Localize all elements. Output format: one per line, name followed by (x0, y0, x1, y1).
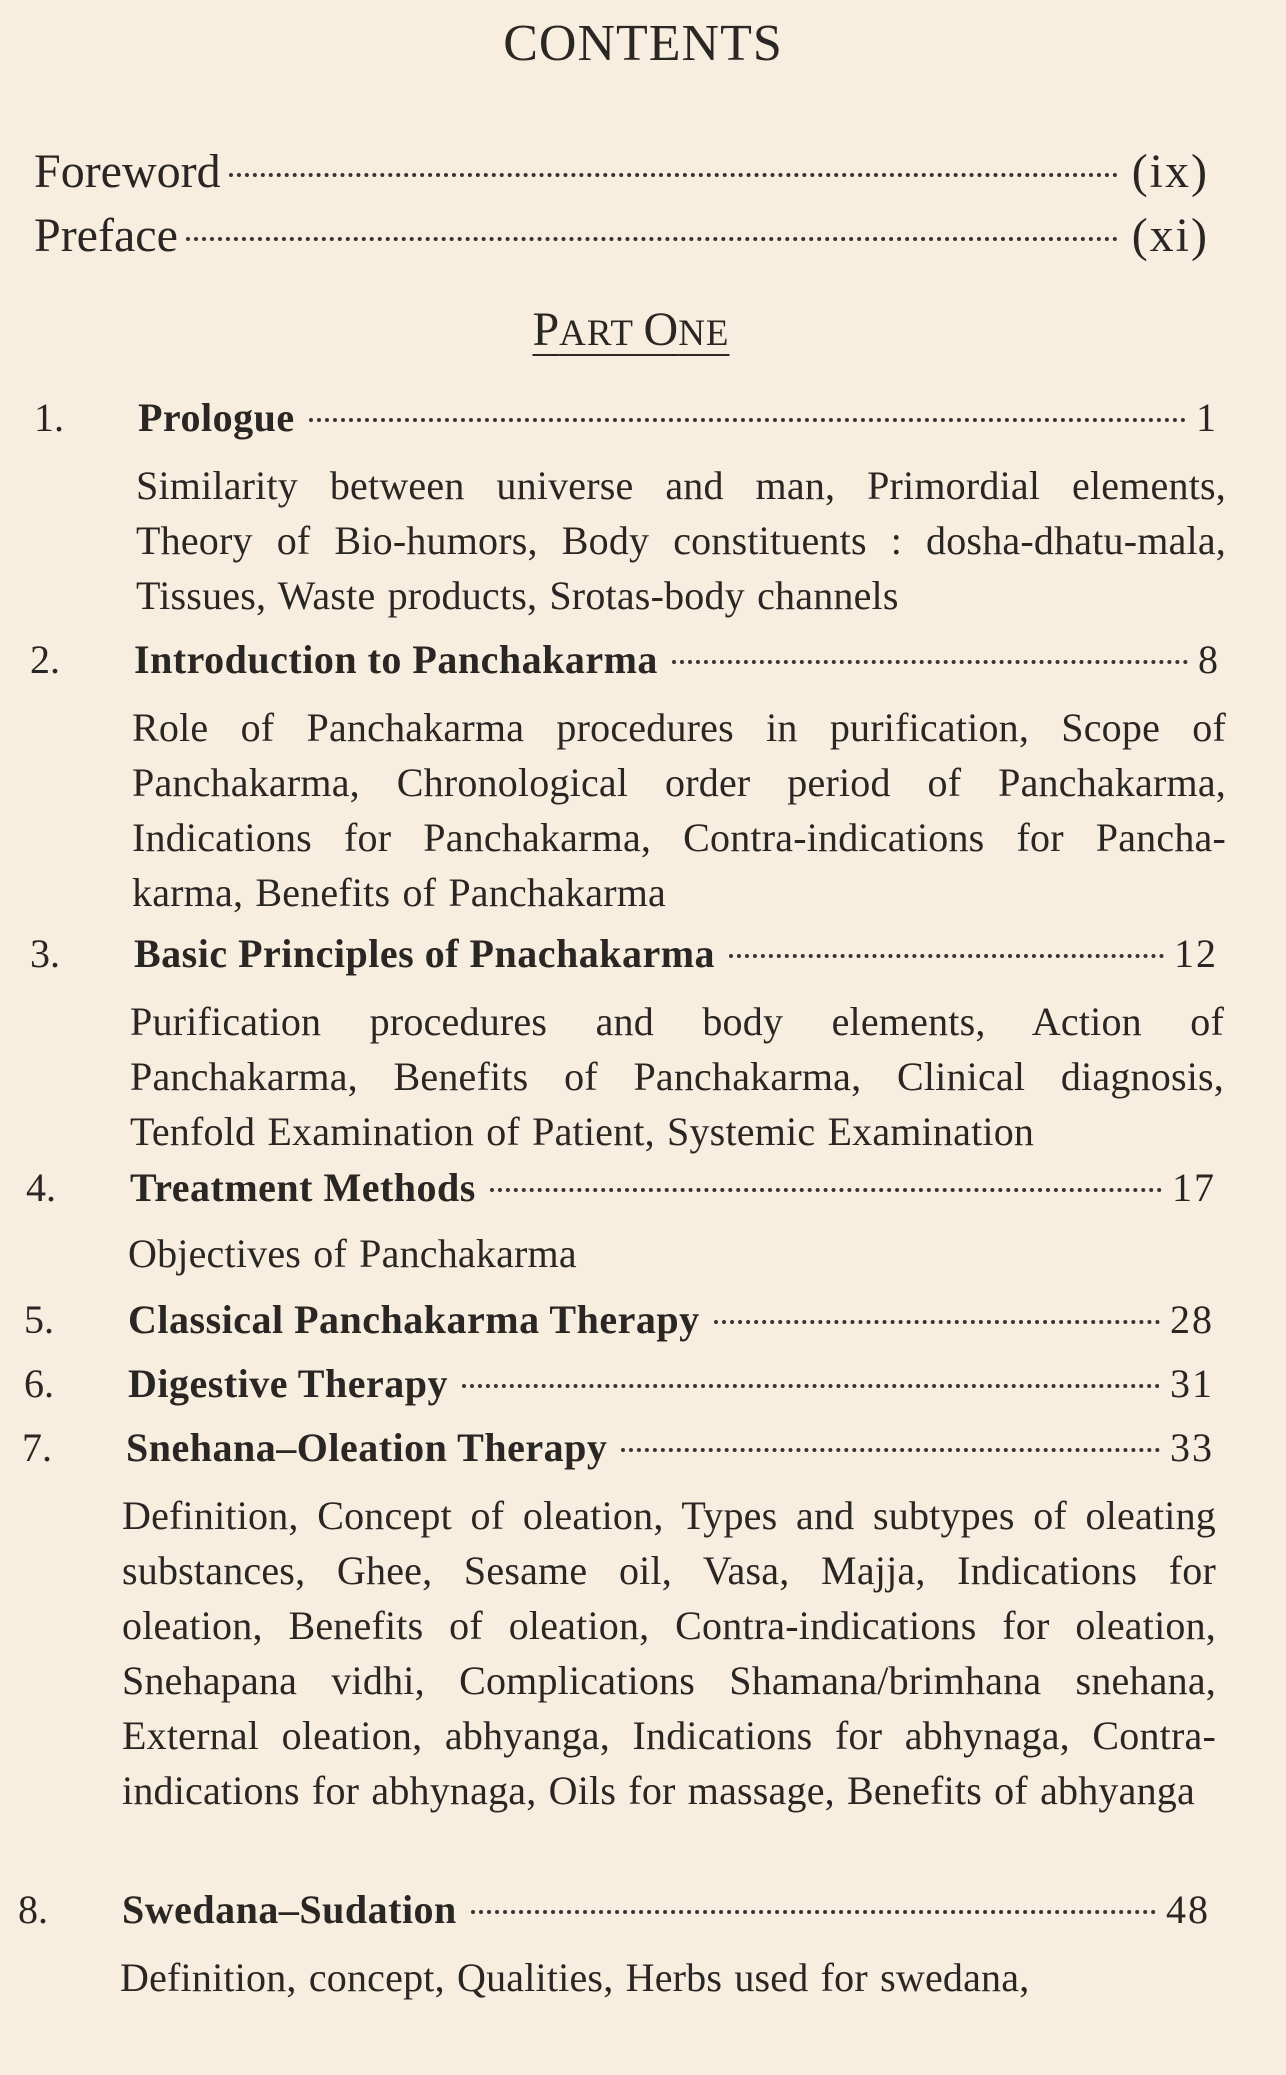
chapter-number: 1. (34, 395, 64, 440)
chapter-page: 33 (1170, 1425, 1214, 1470)
front-matter-foreword[interactable] (34, 142, 1209, 202)
chapter-number: 2. (30, 637, 60, 682)
dot-leader (186, 237, 1118, 241)
chapter-title: Snehana–Oleation Therapy (126, 1425, 608, 1470)
toc-entry-5[interactable] (128, 1292, 1214, 1348)
contents-heading: CONTENTS (503, 15, 783, 72)
chapter-description: Definition, Concept of oleation, Types and subtypes of oleating substances, Ghee, Sesame oil, Vasa, Majja, Indications for oleation, Benefits of oleation, Contra-indications for oleation, Snehapana vidhi, Complications Shamana/brimhana snehana, External oleation, abhyanga, Indications for abhynaga, Contra-indications for abhynaga, Oils for massage, Benefits of abhyanga (122, 1493, 1216, 1813)
chapter-page: 31 (1170, 1361, 1214, 1406)
chapter-number: 5. (24, 1297, 54, 1342)
chapter-title: Digestive Therapy (128, 1361, 448, 1406)
toc-entry-3[interactable] (134, 926, 1218, 982)
chapter-page: 28 (1170, 1297, 1214, 1342)
dot-leader (229, 173, 1118, 177)
chapter-description: Role of Panchakarma procedures in purification, Scope of Panchakarma, Chronological order period of Panchakarma, Indications for Panchakarma, Contra-indications for Pancha-karma, Benefits of Panchakarma (132, 705, 1226, 915)
chapter-page: 1 (1196, 395, 1218, 440)
chapter-page: 48 (1166, 1887, 1210, 1932)
dot-leader (621, 1448, 1160, 1452)
chapter-title: Treatment Methods (130, 1165, 476, 1210)
front-matter-page: (xi) (1131, 209, 1209, 262)
front-matter-page: (ix) (1131, 145, 1209, 198)
toc-entry-1[interactable] (138, 390, 1218, 446)
chapter-page: 8 (1198, 637, 1220, 682)
chapter-title: Classical Panchakarma Therapy (128, 1297, 700, 1342)
chapter-description: Purification procedures and body elements, Action of Panchakarma, Benefits of Panchakarma, Clinical diagnosis, Tenfold Examination of Patient, Systemic Examination (130, 999, 1224, 1154)
dot-leader (490, 1188, 1162, 1192)
dot-leader (672, 660, 1188, 664)
chapter-number: 3. (30, 931, 60, 976)
toc-entry-6[interactable] (128, 1356, 1214, 1412)
chapter-title: Prologue (138, 395, 295, 440)
chapter-number: 4. (26, 1165, 56, 1210)
chapter-number: 7. (22, 1425, 52, 1470)
front-matter-preface[interactable] (34, 206, 1209, 266)
chapter-number: 8. (18, 1887, 48, 1932)
chapter-description: Objectives of Panchakarma (128, 1231, 577, 1276)
chapter-page: 12 (1174, 931, 1218, 976)
chapter-title: Swedana–Sudation (122, 1887, 457, 1932)
chapter-number: 6. (24, 1361, 54, 1406)
dot-leader (729, 954, 1164, 958)
front-matter-title: Preface (34, 209, 178, 262)
dot-leader (309, 418, 1186, 422)
toc-entry-8[interactable] (122, 1882, 1210, 1938)
chapter-description: Similarity between universe and man, Primordial elements, Theory of Bio-humors, Body constituents : dosha-dhatu-mala, Tissues, Waste products, Srotas-body channels (136, 463, 1226, 618)
chapter-description: Definition, concept, Qualities, Herbs used for swedana, (120, 1955, 1030, 2000)
chapter-title: Introduction to Panchakarma (134, 637, 658, 682)
chapter-title: Basic Principles of Pnachakarma (134, 931, 716, 976)
part-heading: PART ONE (532, 303, 730, 356)
toc-entry-2[interactable] (134, 632, 1220, 688)
toc-entry-4[interactable] (130, 1160, 1216, 1216)
dot-leader (471, 1910, 1156, 1914)
chapter-page: 17 (1172, 1165, 1216, 1210)
front-matter-title: Foreword (34, 145, 221, 198)
dot-leader (714, 1320, 1160, 1324)
dot-leader (462, 1384, 1160, 1388)
toc-entry-7[interactable] (126, 1420, 1214, 1476)
